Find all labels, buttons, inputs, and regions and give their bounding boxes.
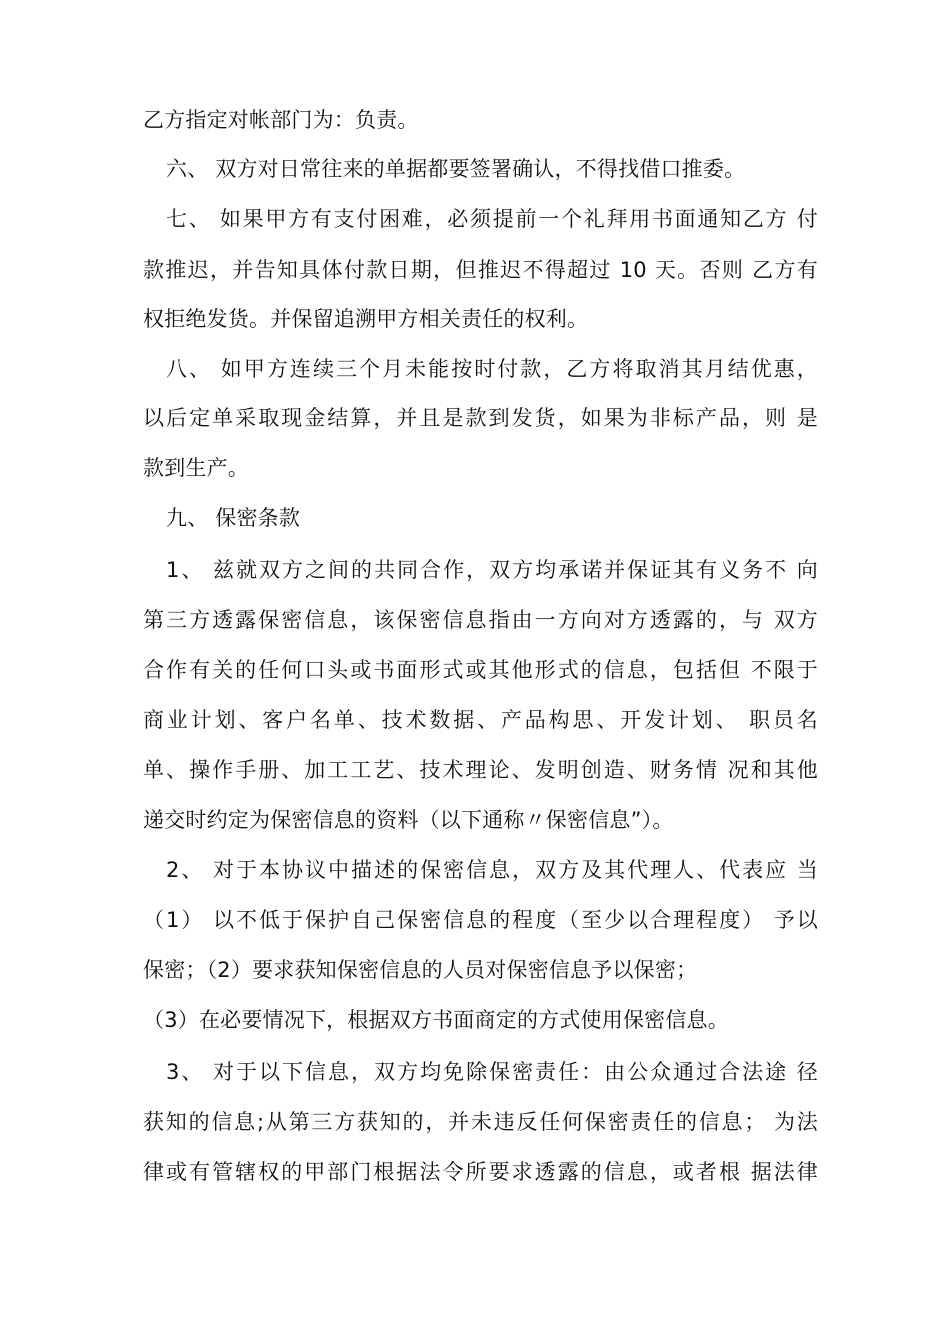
clause-8: 八、 如甲方连续三个月未能按时付款，乙方将取消其月结优惠，: [166, 357, 818, 381]
text-line: 保密；（2）要求获知保密信息的人员对保密信息予以保密；: [143, 958, 698, 982]
text-line: 合作有关的任何口头或书面形式或其他形式的信息，包括但 不限于: [143, 658, 818, 682]
text-line: （1） 以不低于保护自己保密信息的程度（至少以合理程度） 予以: [143, 908, 818, 932]
text-line: （3）在必要情况下，根据双方书面商定的方式使用保密信息。: [143, 1008, 729, 1032]
text-line: 以后定单采取现金结算，并且是款到发货，如果为非标产品，则 是: [143, 406, 818, 430]
text-line: 单、操作手册、加工工艺、技术理论、发明创造、财务情 况和其他: [143, 758, 818, 782]
item-3: 3、 对于以下信息，双方均免除保密责任：由公众通过合法途 径: [166, 1060, 818, 1084]
text-line: 乙方指定对帐部门为：负责。: [143, 108, 419, 132]
clause-9-heading: 九、 保密条款: [166, 506, 301, 530]
text-line: 商业计划、客户名单、技术数据、产品构思、开发计划、 职员名: [143, 708, 818, 732]
text-line: 获知的信息;从第三方获知的，并未违反任何保密责任的信息； 为法: [143, 1110, 818, 1134]
text-line: 权拒绝发货。并保留追溯甲方相关责任的权利。: [143, 307, 589, 331]
clause-6: 六、 双方对日常往来的单据都要签署确认，不得找借口推委。: [166, 157, 746, 181]
text-line: 递交时约定为保密信息的资料（以下通称〃保密信息”）。: [143, 808, 674, 832]
clause-7: 七、 如果甲方有支付困难，必须提前一个礼拜用书面通知乙方 付: [166, 207, 818, 231]
text-line: 第三方透露保密信息，该保密信息指由一方向对方透露的，与 双方: [143, 608, 818, 632]
item-2: 2、 对于本协议中描述的保密信息，双方及其代理人、代表应 当: [166, 858, 818, 882]
text-line: 律或有管辖权的甲部门根据法令所要求透露的信息，或者根 据法律: [143, 1160, 818, 1184]
item-1: 1、 兹就双方之间的共同合作，双方均承诺并保证其有义务不 向: [166, 558, 818, 582]
text-line: 款到生产。: [143, 456, 249, 480]
text-line: 款推迟，并告知具体付款日期，但推迟不得超过 10 天。否则 乙方有: [143, 258, 818, 282]
